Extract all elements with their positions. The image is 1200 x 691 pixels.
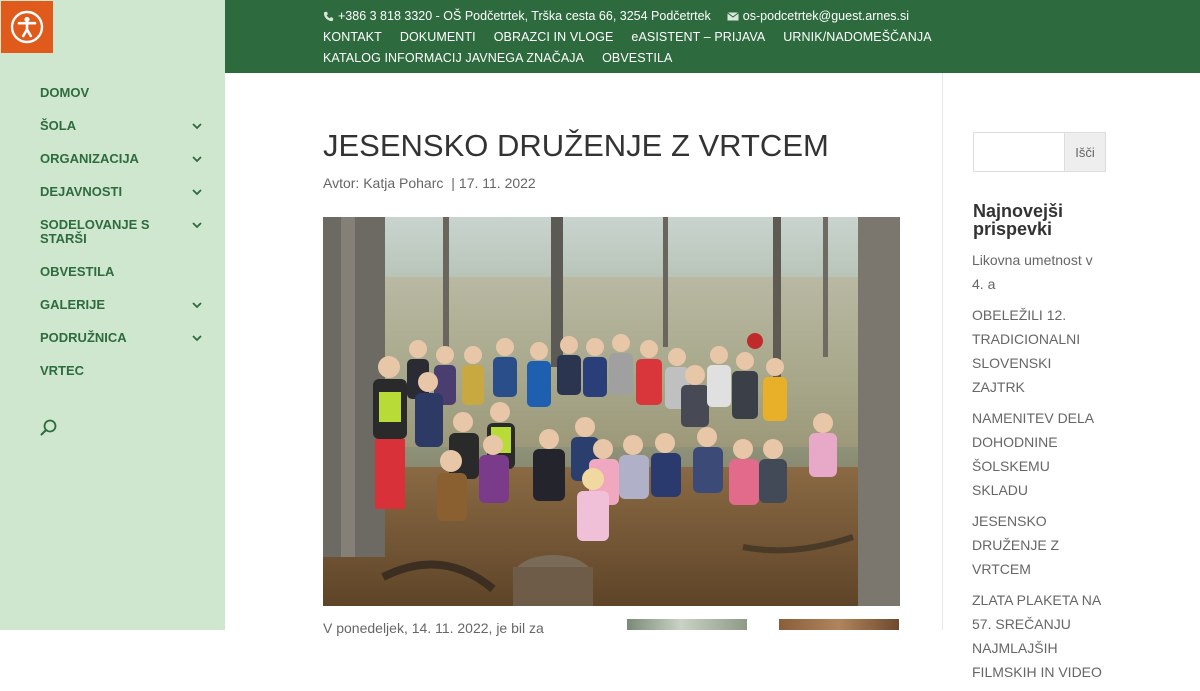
search-icon[interactable] <box>39 418 59 438</box>
top-menu-row-2 <box>323 51 672 65</box>
email-icon <box>727 12 739 21</box>
top-menu-obvestila[interactable]: OBVESTILA <box>602 51 673 65</box>
sidebar-item-label: OBVESTILA <box>40 264 115 279</box>
sidebar-item-podruznica[interactable] <box>40 331 215 345</box>
email-contact[interactable] <box>727 9 909 23</box>
sidebar-item-label: ORGANIZACIJA <box>40 151 139 166</box>
featured-image[interactable] <box>323 217 900 606</box>
sidebar-item-dejavnosti[interactable] <box>40 185 215 199</box>
post-meta <box>323 175 536 191</box>
sidebar-item-label: VRTEC <box>40 363 85 378</box>
top-menu-katalog[interactable]: KATALOG INFORMACIJ JAVNEGA ZNAČAJA <box>323 51 585 65</box>
post-title: JESENSKO DRUŽENJE Z VRTCEM <box>323 128 829 163</box>
recent-post-link[interactable]: OBELEŽILI 12. TRADICIONALNI SLOVENSKI ZAJTRK <box>972 307 1081 395</box>
sidebar-item-domov[interactable] <box>40 86 215 100</box>
sidebar-item-vrtec[interactable] <box>40 364 215 378</box>
recent-post-link[interactable]: NAMENITEV DELA DOHODNINE ŠOLSKEMU SKLADU <box>972 410 1094 498</box>
post-date: 17. 11. 2022 <box>458 175 536 191</box>
content-divider <box>942 73 943 630</box>
phone-icon <box>323 11 334 22</box>
chevron-down-icon[interactable] <box>191 219 203 231</box>
sidebar-item-galerije[interactable] <box>40 298 215 312</box>
meta-separator: | <box>451 175 455 191</box>
chevron-down-icon[interactable] <box>191 332 203 344</box>
top-menu-row-1 <box>323 30 932 44</box>
recent-post-link[interactable]: Likovna umetnost v 4. a <box>972 252 1093 292</box>
gallery-thumbnail[interactable] <box>627 619 747 630</box>
left-sidebar <box>0 0 225 630</box>
top-header <box>225 0 1200 73</box>
recent-post-link[interactable]: JESENSKO DRUŽENJE Z VRTCEM <box>972 513 1060 577</box>
gallery-thumbnail[interactable] <box>779 619 899 630</box>
post-excerpt: V ponedeljek, 14. 11. 2022, je bil za <box>323 620 544 636</box>
top-menu-kontakt[interactable]: KONTAKT <box>323 30 382 44</box>
search-button[interactable]: Išči <box>1064 132 1106 172</box>
sidebar-item-label: DEJAVNOSTI <box>40 184 123 199</box>
phone-text: +386 3 818 3320 - OŠ Podčetrtek, Trška cesta 66, 3254 Podčetrtek <box>338 9 711 23</box>
sidebar-item-sola[interactable] <box>40 119 215 133</box>
sidebar-item-obvestila[interactable] <box>40 265 215 279</box>
chevron-down-icon[interactable] <box>191 299 203 311</box>
recent-posts-title: Najnovejši prispevki <box>973 201 1064 239</box>
chevron-down-icon[interactable] <box>191 186 203 198</box>
email-text: os-podcetrtek@guest.arnes.si <box>742 9 910 23</box>
top-menu-dokumenti[interactable]: DOKUMENTI <box>399 30 476 44</box>
recent-posts-list <box>972 248 1108 691</box>
chevron-down-icon[interactable] <box>191 120 203 132</box>
phone-contact[interactable] <box>323 9 711 23</box>
author-link[interactable]: Katja Poharc <box>363 175 444 191</box>
top-menu-obrazci[interactable]: OBRAZCI IN VLOGE <box>493 30 614 44</box>
sidebar-item-label: ŠOLA <box>40 118 77 133</box>
top-menu-easistent[interactable]: eASISTENT – PRIJAVA <box>631 30 766 44</box>
contact-row <box>323 9 909 23</box>
sidebar-item-label: DOMOV <box>40 85 90 100</box>
sidebar-item-label: SODELOVANJE S STARŠI <box>40 217 150 246</box>
sidebar-item-label: PODRUŽNICA <box>40 330 127 345</box>
chevron-down-icon[interactable] <box>191 153 203 165</box>
top-menu-urnik[interactable]: URNIK/NADOMEŠČANJA <box>783 30 932 44</box>
accessibility-button[interactable] <box>1 1 53 53</box>
sidebar-item-label: GALERIJE <box>40 297 106 312</box>
accessibility-icon <box>10 10 44 44</box>
sidebar-item-organizacija[interactable] <box>40 152 215 166</box>
sidebar-item-sodelovanje[interactable] <box>40 218 215 246</box>
search-input[interactable] <box>973 132 1064 172</box>
author-prefix: Avtor: <box>323 175 360 191</box>
main-nav <box>40 86 215 397</box>
sidebar-search <box>973 132 1106 172</box>
recent-post-link[interactable]: ZLATA PLAKETA NA 57. SREČANJU NAJMLAJŠIH FILMSKIH IN VIDEO <box>972 592 1102 680</box>
